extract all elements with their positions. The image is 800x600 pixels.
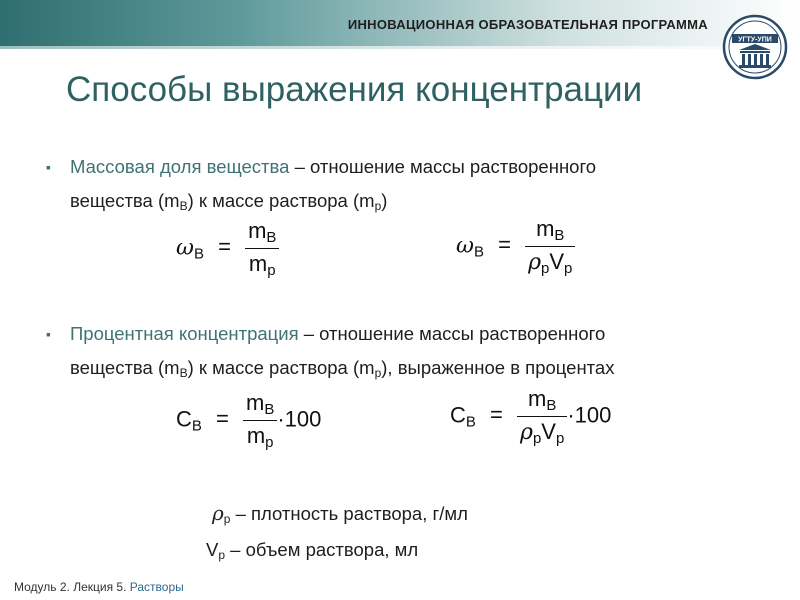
slide-title: Способы выражения концентрации [66, 70, 643, 109]
percent-concentration-term: Процентная концентрация [70, 323, 299, 344]
formula-mass-fraction-density: ωB = $\frac{mB}{\text{ρpVp}}$ [456, 216, 575, 277]
mass-fraction-term: Массовая доля вещества [70, 156, 290, 177]
footer-link-solutions[interactable]: Растворы [129, 580, 184, 594]
logo-text: УГТУ-УПИ [738, 36, 772, 44]
university-logo [722, 14, 788, 80]
percent-concentration-definition: Процентная концентрация – отношение массы растворенного вещества $(m_B)$ к массе раствора $(m_p)$, выраженное в процентах [70, 323, 615, 380]
bullet-marker: ▪ [46, 159, 51, 175]
footer: Модуль 2. Лекция 5. Растворы [14, 580, 184, 594]
bullet-marker: ▪ [46, 326, 51, 342]
formula-percent-concentration-density: CB = $\frac{mB}{\text{ρpVp}}$ ·100 [450, 386, 612, 447]
program-title: ИННОВАЦИОННАЯ ОБРАЗОВАТЕЛЬНАЯ ПРОГРАММА [347, 17, 708, 32]
mass-fraction-definition: Массовая доля вещества – отношение массы растворенного вещества $(m_B)$ к массе раствора $(m_p)$ [70, 156, 597, 213]
header-stripe [0, 46, 800, 49]
volume-legend: $V_p$ – объем раствора, мл [206, 539, 419, 562]
formula-mass-fraction: ωB = $\frac{mB}{mp}$ [176, 218, 279, 279]
formula-percent-concentration: CB = $\frac{mB}{mp}$ ·100 [176, 390, 322, 451]
density-legend: $\rho_p$ – плотность раствора, г/мл [212, 501, 468, 526]
